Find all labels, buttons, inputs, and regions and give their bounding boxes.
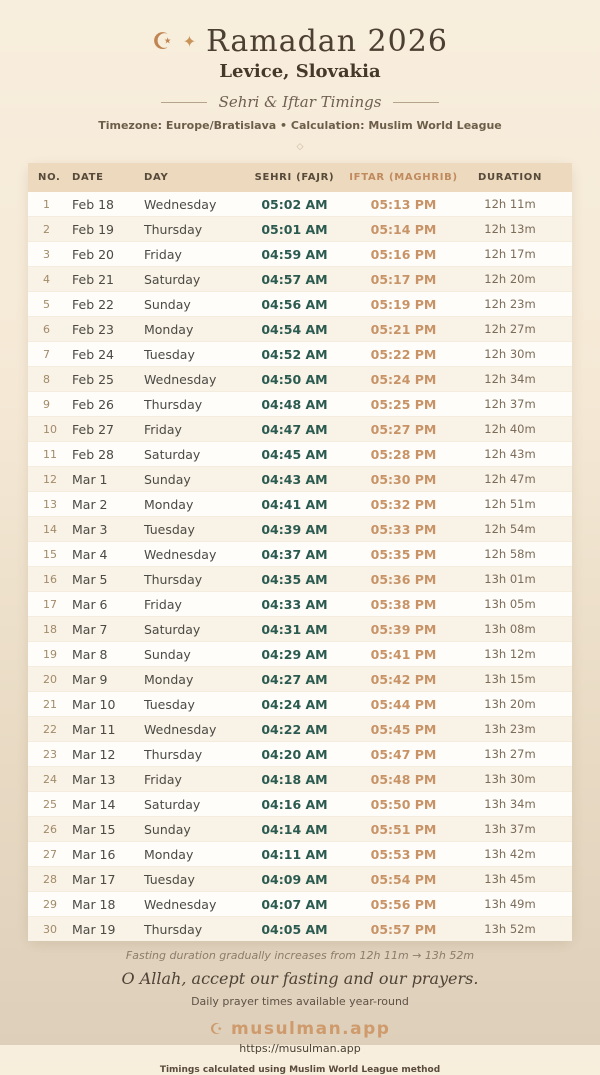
duration-cell: 13h 42m — [484, 847, 536, 861]
table-row — [28, 891, 572, 916]
table-row — [28, 391, 572, 416]
table-row — [28, 566, 572, 591]
row-number: 3 — [43, 247, 50, 261]
date-cell: Feb 18 — [72, 196, 115, 212]
row-number: 20 — [43, 672, 57, 686]
iftar-time: 05:33 PM — [370, 521, 437, 537]
duration-cell: 12h 51m — [484, 497, 536, 511]
date-cell: Mar 11 — [72, 721, 116, 737]
sehri-time: 04:29 AM — [261, 646, 328, 662]
iftar-time: 05:56 PM — [370, 896, 437, 912]
sehri-time: 04:22 AM — [261, 721, 328, 737]
date-cell: Mar 18 — [72, 896, 116, 912]
crescent-moon-icon: ☪ — [152, 28, 173, 55]
iftar-time: 05:41 PM — [370, 646, 437, 662]
date-cell: Mar 15 — [72, 821, 116, 837]
day-cell: Thursday — [144, 571, 203, 587]
brand-crescent-icon: ☪ — [209, 1019, 224, 1038]
row-number: 22 — [43, 722, 57, 736]
table-row — [28, 916, 572, 941]
day-cell: Friday — [144, 596, 182, 612]
decorative-line-left — [161, 102, 207, 103]
day-cell: Monday — [144, 671, 194, 687]
date-cell: Feb 27 — [72, 421, 115, 437]
row-number: 13 — [43, 497, 57, 511]
day-cell: Tuesday — [144, 521, 195, 537]
row-number: 14 — [43, 522, 57, 536]
duration-cell: 12h 47m — [484, 472, 536, 486]
table-body — [28, 192, 572, 941]
duration-cell: 13h 01m — [484, 572, 536, 586]
location-subtitle: Levice, Slovakia — [219, 61, 381, 82]
row-number: 10 — [43, 422, 57, 436]
table-row — [28, 766, 572, 791]
table-row — [28, 516, 572, 541]
row-number: 7 — [43, 347, 50, 361]
iftar-time: 05:28 PM — [370, 446, 437, 462]
duration-cell: 12h 43m — [484, 447, 536, 461]
date-cell: Feb 26 — [72, 396, 115, 412]
day-cell: Wednesday — [144, 196, 217, 212]
table-row — [28, 591, 572, 616]
date-cell: Mar 10 — [72, 696, 116, 712]
iftar-time: 05:45 PM — [370, 721, 437, 737]
col-header-sehri: SEHRI (FAJR) — [254, 172, 335, 183]
sehri-time: 04:33 AM — [261, 596, 328, 612]
row-number: 18 — [43, 622, 57, 636]
row-number: 4 — [43, 272, 50, 286]
iftar-time: 05:47 PM — [370, 746, 437, 762]
duration-cell: 13h 27m — [484, 747, 536, 761]
day-cell: Wednesday — [144, 896, 217, 912]
iftar-time: 05:36 PM — [370, 571, 437, 587]
date-cell: Feb 19 — [72, 221, 115, 237]
table-row — [28, 866, 572, 891]
table-row — [28, 641, 572, 666]
subtitle-text: Sehri & Iftar Timings — [218, 93, 382, 111]
date-cell: Feb 21 — [72, 271, 115, 287]
duration-cell: 12h 34m — [484, 372, 536, 386]
iftar-time: 05:51 PM — [370, 821, 437, 837]
decorative-line-right — [393, 102, 439, 103]
dua-text: O Allah, accept our fasting and our prayers. — [121, 969, 479, 988]
sehri-time: 04:59 AM — [261, 246, 328, 262]
duration-cell: 12h 30m — [484, 347, 536, 361]
date-cell: Feb 22 — [72, 296, 115, 312]
duration-cell: 13h 52m — [484, 922, 536, 936]
day-cell: Saturday — [144, 621, 201, 637]
day-cell: Sunday — [144, 646, 191, 662]
table-row — [28, 491, 572, 516]
date-cell: Mar 3 — [72, 521, 108, 537]
col-header-duration: DURATION — [477, 172, 543, 183]
row-number: 30 — [43, 922, 57, 936]
iftar-time: 05:38 PM — [370, 596, 437, 612]
duration-cell: 12h 11m — [484, 197, 536, 211]
iftar-time: 05:44 PM — [370, 696, 437, 712]
page-title: Ramadan 2026 — [206, 24, 448, 59]
iftar-time: 05:25 PM — [370, 396, 437, 412]
day-cell: Tuesday — [144, 346, 195, 362]
row-number: 23 — [43, 747, 57, 761]
duration-cell: 13h 15m — [484, 672, 536, 686]
date-cell: Mar 2 — [72, 496, 108, 512]
duration-cell: 13h 08m — [484, 622, 536, 636]
row-number: 12 — [43, 472, 57, 486]
date-cell: Mar 8 — [72, 646, 108, 662]
duration-cell: 12h 23m — [484, 297, 536, 311]
row-number: 17 — [43, 597, 57, 611]
row-number: 26 — [43, 822, 57, 836]
day-cell: Saturday — [144, 796, 201, 812]
iftar-time: 05:32 PM — [370, 496, 437, 512]
row-number: 21 — [43, 697, 57, 711]
sehri-time: 04:52 AM — [261, 346, 328, 362]
sehri-time: 04:11 AM — [261, 846, 328, 862]
day-cell: Sunday — [144, 296, 191, 312]
calculation-method-note: Timings calculated using Muslim World League method — [159, 1065, 441, 1075]
section-subtitle — [0, 93, 600, 111]
row-number: 15 — [43, 547, 57, 561]
table-row — [28, 791, 572, 816]
sehri-time: 04:39 AM — [261, 521, 328, 537]
table-row — [28, 216, 572, 241]
row-number: 6 — [43, 322, 50, 336]
iftar-time: 05:57 PM — [370, 921, 437, 937]
sehri-time: 04:18 AM — [261, 771, 328, 787]
availability-note: Daily prayer times available year-round — [191, 995, 409, 1008]
sehri-time: 04:05 AM — [261, 921, 328, 937]
sparkle-icon: ✦ — [182, 32, 197, 51]
sehri-time: 04:57 AM — [261, 271, 328, 287]
row-number: 27 — [43, 847, 57, 861]
day-cell: Thursday — [144, 221, 203, 237]
table-row — [28, 441, 572, 466]
day-cell: Tuesday — [144, 871, 195, 887]
fasting-duration-note: Fasting duration gradually increases from 12h 11m → 13h 52m — [125, 949, 475, 962]
duration-cell: 13h 20m — [484, 697, 536, 711]
duration-cell: 12h 27m — [484, 322, 536, 336]
row-number: 16 — [43, 572, 57, 586]
date-cell: Feb 23 — [72, 321, 115, 337]
duration-cell: 12h 58m — [484, 547, 536, 561]
sehri-time: 04:45 AM — [261, 446, 328, 462]
iftar-time: 05:22 PM — [370, 346, 437, 362]
timings-table — [28, 163, 572, 941]
sehri-time: 04:24 AM — [261, 696, 328, 712]
iftar-time: 05:24 PM — [370, 371, 437, 387]
table-row — [28, 691, 572, 716]
date-cell: Mar 19 — [72, 921, 116, 937]
duration-cell: 13h 23m — [484, 722, 536, 736]
date-cell: Mar 16 — [72, 846, 116, 862]
iftar-time: 05:30 PM — [370, 471, 437, 487]
duration-cell: 12h 37m — [484, 397, 536, 411]
col-header-date: DATE — [72, 172, 104, 183]
sehri-time: 04:50 AM — [261, 371, 328, 387]
date-cell: Mar 17 — [72, 871, 116, 887]
day-cell: Sunday — [144, 471, 191, 487]
table-row — [28, 316, 572, 341]
table-row — [28, 666, 572, 691]
table-row — [28, 816, 572, 841]
iftar-time: 05:50 PM — [370, 796, 437, 812]
day-cell: Friday — [144, 421, 182, 437]
date-cell: Mar 12 — [72, 746, 116, 762]
col-header-no: NO. — [38, 172, 61, 183]
day-cell: Tuesday — [144, 696, 195, 712]
sehri-time: 04:56 AM — [261, 296, 328, 312]
date-cell: Feb 25 — [72, 371, 115, 387]
duration-cell: 12h 54m — [484, 522, 536, 536]
duration-cell: 13h 37m — [484, 822, 536, 836]
sehri-time: 04:43 AM — [261, 471, 328, 487]
iftar-time: 05:53 PM — [370, 846, 437, 862]
iftar-time: 05:39 PM — [370, 621, 437, 637]
table-row — [28, 241, 572, 266]
date-cell: Feb 24 — [72, 346, 115, 362]
duration-cell: 12h 40m — [484, 422, 536, 436]
day-cell: Wednesday — [144, 546, 217, 562]
duration-cell: 12h 20m — [484, 272, 536, 286]
day-cell: Monday — [144, 321, 194, 337]
sehri-time: 04:07 AM — [261, 896, 328, 912]
date-cell: Mar 7 — [72, 621, 108, 637]
row-number: 19 — [43, 647, 57, 661]
duration-cell: 12h 13m — [484, 222, 536, 236]
table-row — [28, 541, 572, 566]
iftar-time: 05:35 PM — [370, 546, 437, 562]
sehri-time: 04:35 AM — [261, 571, 328, 587]
row-number: 5 — [43, 297, 50, 311]
iftar-time: 05:16 PM — [370, 246, 437, 262]
day-cell: Monday — [144, 496, 194, 512]
day-cell: Wednesday — [144, 721, 217, 737]
iftar-time: 05:13 PM — [370, 196, 437, 212]
iftar-time: 05:14 PM — [370, 221, 437, 237]
row-number: 29 — [43, 897, 57, 911]
sehri-time: 05:02 AM — [261, 196, 328, 212]
sehri-time: 04:27 AM — [261, 671, 328, 687]
duration-cell: 12h 17m — [484, 247, 536, 261]
date-cell: Feb 28 — [72, 446, 115, 462]
iftar-time: 05:54 PM — [370, 871, 437, 887]
sehri-time: 04:47 AM — [261, 421, 328, 437]
day-cell: Thursday — [144, 746, 203, 762]
date-cell: Mar 4 — [72, 546, 108, 562]
day-cell: Thursday — [144, 396, 203, 412]
sehri-time: 04:37 AM — [261, 546, 328, 562]
row-number: 11 — [43, 447, 57, 461]
row-number: 25 — [43, 797, 57, 811]
table-row — [28, 741, 572, 766]
duration-cell: 13h 30m — [484, 772, 536, 786]
brand — [0, 1019, 600, 1039]
sehri-time: 04:16 AM — [261, 796, 328, 812]
iftar-time: 05:27 PM — [370, 421, 437, 437]
timezone-calculation-line: Timezone: Europe/Bratislava • Calculation: Muslim World League — [98, 119, 502, 132]
brand-name: musulman.app — [231, 1019, 391, 1039]
sehri-time: 05:01 AM — [261, 221, 328, 237]
col-header-iftar: IFTAR (MAGHRIB) — [349, 172, 458, 183]
table-row — [28, 341, 572, 366]
row-number: 24 — [43, 772, 57, 786]
row-number: 9 — [43, 397, 50, 411]
duration-cell: 13h 45m — [484, 872, 536, 886]
row-number: 2 — [43, 222, 50, 236]
duration-cell: 13h 34m — [484, 797, 536, 811]
sehri-time: 04:31 AM — [261, 621, 328, 637]
date-cell: Mar 6 — [72, 596, 108, 612]
table-row — [28, 192, 572, 216]
sehri-time: 04:09 AM — [261, 871, 328, 887]
diamond-separator-icon: ◇ — [296, 142, 304, 152]
page-header — [0, 24, 600, 60]
table-row — [28, 466, 572, 491]
sehri-time: 04:48 AM — [261, 396, 328, 412]
iftar-time: 05:17 PM — [370, 271, 437, 287]
date-cell: Mar 9 — [72, 671, 108, 687]
row-number: 8 — [43, 372, 50, 386]
col-header-day: DAY — [144, 172, 169, 183]
day-cell: Wednesday — [144, 371, 217, 387]
table-row — [28, 416, 572, 441]
row-number: 28 — [43, 872, 57, 886]
brand-url: https://musulman.app — [239, 1042, 361, 1055]
iftar-time: 05:19 PM — [370, 296, 437, 312]
sehri-time: 04:14 AM — [261, 821, 328, 837]
duration-cell: 13h 05m — [484, 597, 536, 611]
duration-cell: 13h 49m — [484, 897, 536, 911]
date-cell: Mar 5 — [72, 571, 108, 587]
sehri-time: 04:41 AM — [261, 496, 328, 512]
sehri-time: 04:20 AM — [261, 746, 328, 762]
day-cell: Friday — [144, 246, 182, 262]
duration-cell: 13h 12m — [484, 647, 536, 661]
date-cell: Mar 1 — [72, 471, 108, 487]
sehri-time: 04:54 AM — [261, 321, 328, 337]
table-header-row — [28, 163, 572, 192]
table-row — [28, 841, 572, 866]
day-cell: Friday — [144, 771, 182, 787]
row-number: 1 — [43, 197, 50, 211]
day-cell: Monday — [144, 846, 194, 862]
day-cell: Thursday — [144, 921, 203, 937]
iftar-time: 05:42 PM — [370, 671, 437, 687]
date-cell: Mar 13 — [72, 771, 116, 787]
iftar-time: 05:21 PM — [370, 321, 437, 337]
table-row — [28, 291, 572, 316]
table-row — [28, 616, 572, 641]
date-cell: Feb 20 — [72, 246, 115, 262]
day-cell: Saturday — [144, 271, 201, 287]
day-cell: Saturday — [144, 446, 201, 462]
date-cell: Mar 14 — [72, 796, 116, 812]
table-row — [28, 266, 572, 291]
table-row — [28, 716, 572, 741]
iftar-time: 05:48 PM — [370, 771, 437, 787]
day-cell: Sunday — [144, 821, 191, 837]
table-row — [28, 366, 572, 391]
